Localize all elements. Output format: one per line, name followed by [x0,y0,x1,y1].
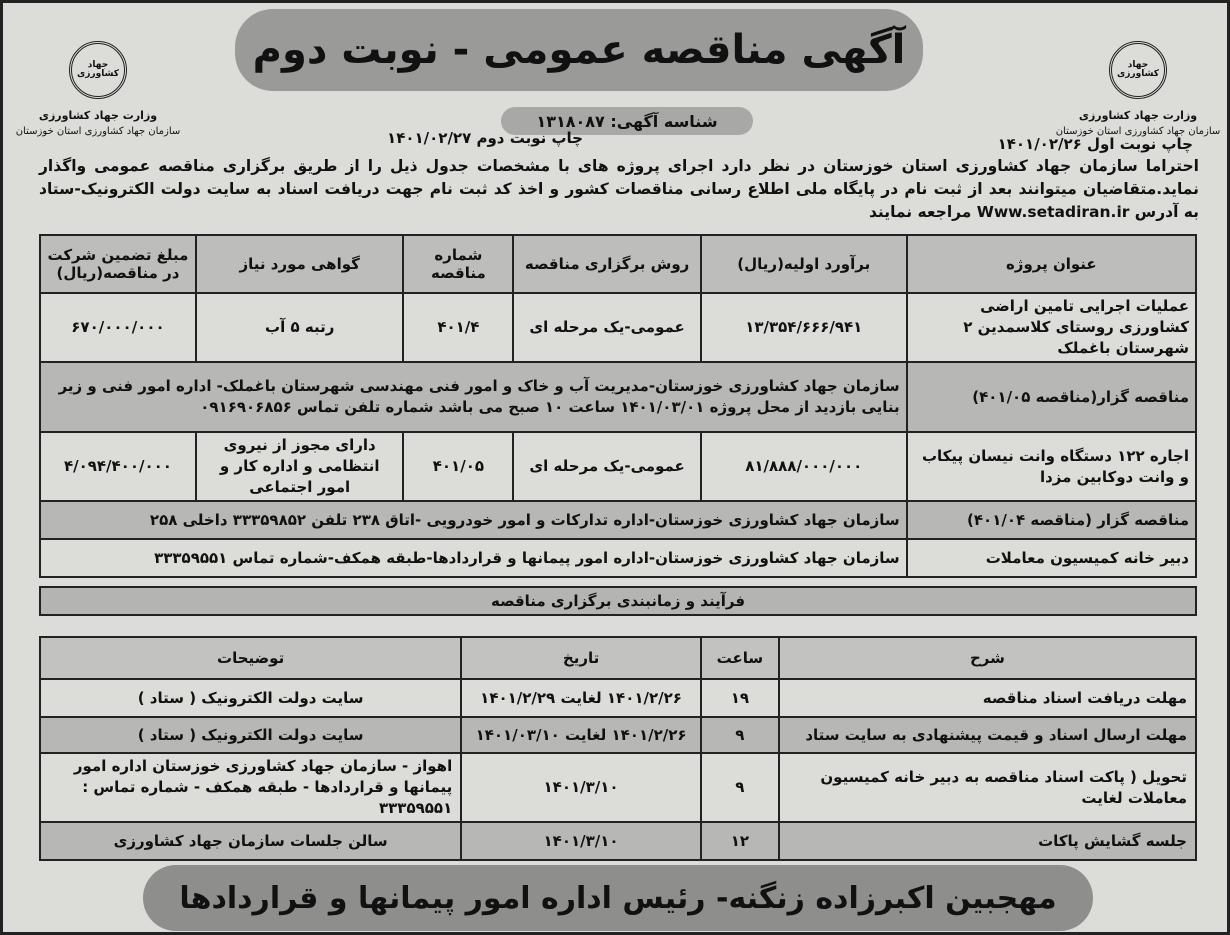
secretariat-row [40,539,1196,577]
table-header-row [40,235,1196,293]
signature-banner: مهجبین اکبرزاده زنگنه- رئیس اداره امور پیمانها و قراردادها [143,865,1093,931]
step-hour: ۹ [701,753,779,822]
tender-organizer-row [40,501,1196,539]
step-notes: سالن جلسات سازمان جهاد کشاورزی [40,822,461,860]
table-row [40,717,1196,753]
table-row [40,432,1196,501]
step-hour: ۱۹ [701,679,779,717]
schedule-table [39,636,1197,861]
method-value: عمومی-یک مرحله ای [513,432,701,501]
step-date: ۱۴۰۱/۲/۲۶ لغایت ۱۴۰۱/۲/۲۹ [461,679,701,717]
step-desc: جلسه گشایش پاکات [779,822,1196,860]
table-header-row [40,637,1196,679]
col-method: روش برگزاری مناقصه [513,235,701,293]
tender-organizer-value: سازمان جهاد کشاورزی خوزستان-مدیریت آب و خاک و امور فنی مهندسی شهرستان باغملک- اداره امور فنی و زیر بنایی بازدید از محل پروژه ۱۴۰۱/۰۳/۰۱ ساعت ۱۰ صبح می باشد شماره تلفن تماس ۰۹۱۶۹۰۶۸۵۶ [40,362,907,432]
ministry-logo-left [3,41,193,137]
col-hour: ساعت [701,637,779,679]
first-print-date: چاپ نوبت اول ۱۴۰۱/۰۲/۲۶ [997,135,1193,153]
step-notes: سایت دولت الکترونیک ( ستاد ) [40,679,461,717]
step-notes: سایت دولت الکترونیک ( ستاد ) [40,717,461,753]
ministry-name: وزارت جهاد کشاورزی [1078,109,1198,122]
col-date: تاریخ [461,637,701,679]
process-title: فرآیند و زمانبندی برگزاری مناقصه [39,586,1197,616]
tender-organizer-value: سازمان جهاد کشاورزی خوزستان-اداره تدارکات و امور خودرویی -اتاق ۲۳۸ تلفن ۳۳۳۵۹۸۵۲ داخلی ۲۵۸ [40,501,907,539]
second-print-date: چاپ نوبت دوم ۱۴۰۱/۰۲/۲۷ [387,129,583,147]
step-hour: ۱۲ [701,822,779,860]
step-date: ۱۴۰۱/۲/۲۶ لغایت ۱۴۰۱/۰۳/۱۰ [461,717,701,753]
ministry-logo-right [1043,41,1230,137]
ad-id-badge: شناسه آگهی: ۱۳۱۸۰۸۷ [501,107,753,135]
certificate-value: دارای مجوز از نیروی انتظامی و اداره کار و امور اجتماعی [196,432,404,501]
step-notes: اهواز - سازمان جهاد کشاورزی خوزستان اداره امور پیمانها و قراردادها - طبقه همکف - شماره تماس : ۳۳۳۵۹۵۵۱ [40,753,461,822]
tender-number: ۴۰۱/۴ [403,293,513,362]
jahad-seal-icon: جهاد کشاورزی [1109,41,1167,99]
guarantee-value: ۶۷۰/۰۰۰/۰۰۰ [40,293,196,362]
step-desc: تحویل ( پاکت اسناد مناقصه به دبیر خانه کمیسیون معاملات لغایت [779,753,1196,822]
project-title: اجاره ۱۲۲ دستگاه وانت نیسان پیکاب و وانت دوکابین مزدا [907,432,1196,501]
tender-organizer-row [40,362,1196,432]
estimate-value: ۸۱/۸۸۸/۰۰۰/۰۰۰ [701,432,907,501]
org-name: سازمان جهاد کشاورزی استان خوزستان [1055,126,1221,137]
estimate-value: ۱۳/۳۵۴/۶۶۶/۹۴۱ [701,293,907,362]
guarantee-value: ۴/۰۹۴/۴۰۰/۰۰۰ [40,432,196,501]
ministry-name: وزارت جهاد کشاورزی [38,109,158,122]
col-project: عنوان پروژه [907,235,1196,293]
secretariat-label: دبیر خانه کمیسیون معاملات [907,539,1196,577]
tender-number: ۴۰۱/۰۵ [403,432,513,501]
table-row [40,293,1196,362]
col-estimate: برآورد اولیه(ریال) [701,235,907,293]
col-number: شماره مناقصه [403,235,513,293]
step-date: ۱۴۰۱/۳/۱۰ [461,822,701,860]
col-notes: توضیحات [40,637,461,679]
intro-paragraph: احتراما سازمان جهاد کشاورزی استان خوزستان در نظر دارد اجرای پروژه های با مشخصات جدول ذیل را از طریق برگزاری مناقصه عمومی واگذار نماید.متقاضیان میتوانند بعد از ثبت نام در پایگاه ملی اطلاع رسانی مناقصات کشور و اخذ کد ثبت نام جهت دریافت اسناد به سایت دولت الکترونیک-ستاد به آدرس Www.setadiran.ir مراجعه نمایند [39,157,1199,221]
step-desc: مهلت ارسال اسناد و قیمت پیشنهادی به سایت ستاد [779,717,1196,753]
col-guarantee: مبلغ تضمین شرکت در مناقصه(ریال) [40,235,196,293]
org-name: سازمان جهاد کشاورزی استان خوزستان [15,126,181,137]
projects-table [39,234,1197,578]
jahad-seal-icon: جهاد کشاورزی [69,41,127,99]
page-title: آگهی مناقصه عمومی - نوبت دوم [235,9,923,91]
tender-organizer-label: مناقصه گزار (مناقصه ۴۰۱/۰۴) [907,501,1196,539]
col-certificate: گواهی مورد نیاز [196,235,404,293]
step-date: ۱۴۰۱/۳/۱۰ [461,753,701,822]
certificate-value: رتبه ۵ آب [196,293,404,362]
method-value: عمومی-یک مرحله ای [513,293,701,362]
step-hour: ۹ [701,717,779,753]
tender-organizer-label: مناقصه گزار(مناقصه ۴۰۱/۰۵) [907,362,1196,432]
table-row [40,753,1196,822]
table-row [40,822,1196,860]
project-title: عملیات اجرایی تامین اراضی کشاورزی روستای کلاسمدین ۲ شهرستان باغملک [907,293,1196,362]
secretariat-value: سازمان جهاد کشاورزی خوزستان-اداره امور پیمانها و قراردادها-طبقه همکف-شماره تماس ۳۳۳۵۹۵۵۱ [40,539,907,577]
table-row [40,679,1196,717]
step-desc: مهلت دریافت اسناد مناقصه [779,679,1196,717]
col-desc: شرح [779,637,1196,679]
